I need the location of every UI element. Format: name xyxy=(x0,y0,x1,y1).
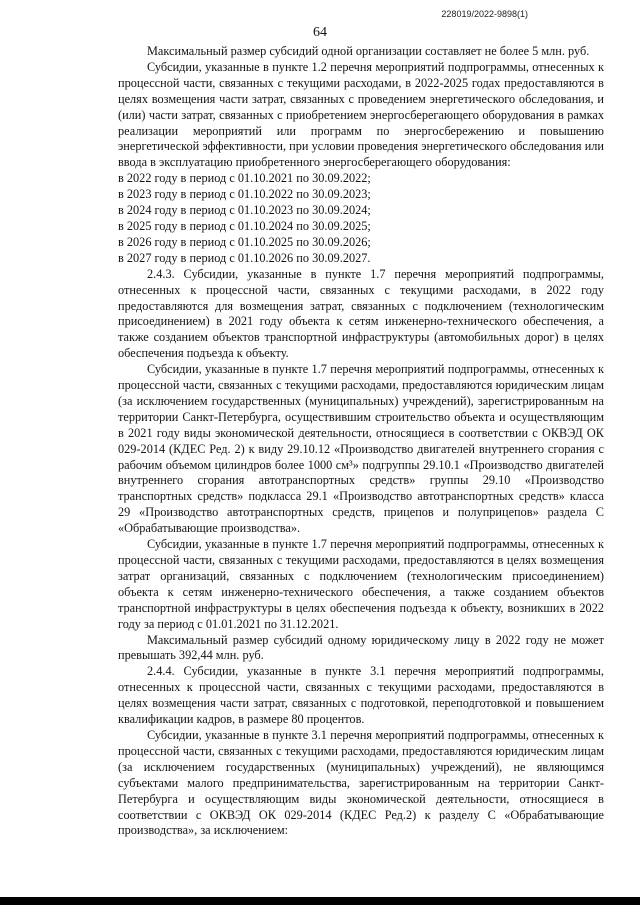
period-item: в 2027 году в период с 01.10.2026 по 30.09.2027. xyxy=(118,250,371,265)
page-number: 64 xyxy=(313,25,327,40)
paragraph: Субсидии, указанные в пункте 1.7 перечня мероприятий подпрограммы, отнесенных к процессной части, связанных с текущими расходами, предоставляются юридическим лицам (за исключением государственных (муниципальных) учреждений), зарегистрированным на территории Санкт-Петербурга, осуществившим строительство объекта и осуществляющим в 2021 году виды экономической деятельности, относящиеся в соответствии с ОКВЭД ОК 029-2014 (КДЕС Ред. 2) к виду 29.10.12 «Производство двигателей внутреннего сгорания с рабочим объемом цилиндров более 1000 см³» подгруппы 29.10.1 «Производство двигателей внутреннего сгорания автотранспортных средств» группы 29.10 «Производство транспортных средств» подкласса 29.1 «Производство автотранспортных средств» класса 29 «Производство автотранспортных средств, прицепов и полуприцепов» раздела С «Обрабатывающие производства». xyxy=(118,362,604,536)
paragraph: Субсидии, указанные в пункте 1.2 перечня мероприятий подпрограммы, отнесенных к процессной части, связанных с текущими расходами, в 2022-2025 годах предоставляются в целях возмещения части затрат, связанных с проведением энергетического обследования, и (или) части затрат, связанных с приобретением энергосберегающего оборудования в рамках реализации мероприятий или программ по энергосбережению и повышению энергетической эффективности, при условии проведения энергетического обследования или ввода в эксплуатацию приобретенного энергосберегающего оборудования: xyxy=(118,59,604,170)
paragraph: 2.4.3. Субсидии, указанные в пункте 1.7 перечня мероприятий подпрограммы, отнесенных к процессной части, связанных с текущими расходами, в 2022 году предоставляются для возмещения затрат, связанных с подключением (технологическим присоединением) в 2021 году объекта к сетям инженерно-технического обеспечения, а также созданием объектов транспортной инфраструктуры (автомобильных дорог) в целях обеспечения подъезда к объекту. xyxy=(118,266,604,361)
paragraph: 2.4.4. Субсидии, указанные в пункте 3.1 перечня мероприятий подпрограммы, отнесенных к процессной части, связанных с текущими расходами, предоставляются в целях возмещения части затрат, связанных с подготовкой, переподготовкой и повышением квалификации кадров, в размере 80 процентов. xyxy=(118,664,604,727)
paragraph: Субсидии, указанные в пункте 1.7 перечня мероприятий подпрограммы, отнесенных к процессной части, связанных с текущими расходами, предоставляются в целях возмещения затрат организаций, связанных с подключением (технологическим присоединением) объекта к сетям инженерно-технического обеспечения, а также созданием объектов транспортной инфраструктуры в целях обеспечения подъезда к объекту, возникших в 2022 году за период с 01.01.2021 по 31.12.2021. xyxy=(118,537,604,631)
period-item: в 2026 году в период с 01.10.2025 по 30.09.2026; xyxy=(118,234,371,249)
document-code: 228019/2022-9898(1) xyxy=(441,9,528,19)
scan-edge-bar xyxy=(0,897,640,905)
period-item: в 2025 году в период с 01.10.2024 по 30.09.2025; xyxy=(118,218,371,233)
paragraph: Субсидии, указанные в пункте 3.1 перечня мероприятий подпрограммы, отнесенных к процессной части, связанных с текущими расходами, предоставляются юридическим лицам (за исключением государственных (муниципальных) учреждений), не являющимся субъектами малого предпринимательства, зарегистрированным на территории Санкт-Петербурга и осуществляющим виды экономической деятельности, относящиеся в соответствии с ОКВЭД ОК 029-2014 (КДЕС Ред.2) к разделу С «Обрабатывающие производства», за исключением: xyxy=(118,727,604,838)
period-item: в 2022 году в период с 01.10.2021 по 30.09.2022; xyxy=(118,171,371,186)
paragraph: Максимальный размер субсидий одной организации составляет не более 5 млн. руб. xyxy=(147,44,590,58)
paragraph: Максимальный размер субсидий одному юридическому лицу в 2022 году не может превышать 392,44 млн. руб. xyxy=(118,632,604,663)
period-item: в 2023 году в период с 01.10.2022 по 30.09.2023; xyxy=(118,187,371,202)
document-body xyxy=(118,44,604,839)
period-item: в 2024 году в период с 01.10.2023 по 30.09.2024; xyxy=(118,203,371,218)
